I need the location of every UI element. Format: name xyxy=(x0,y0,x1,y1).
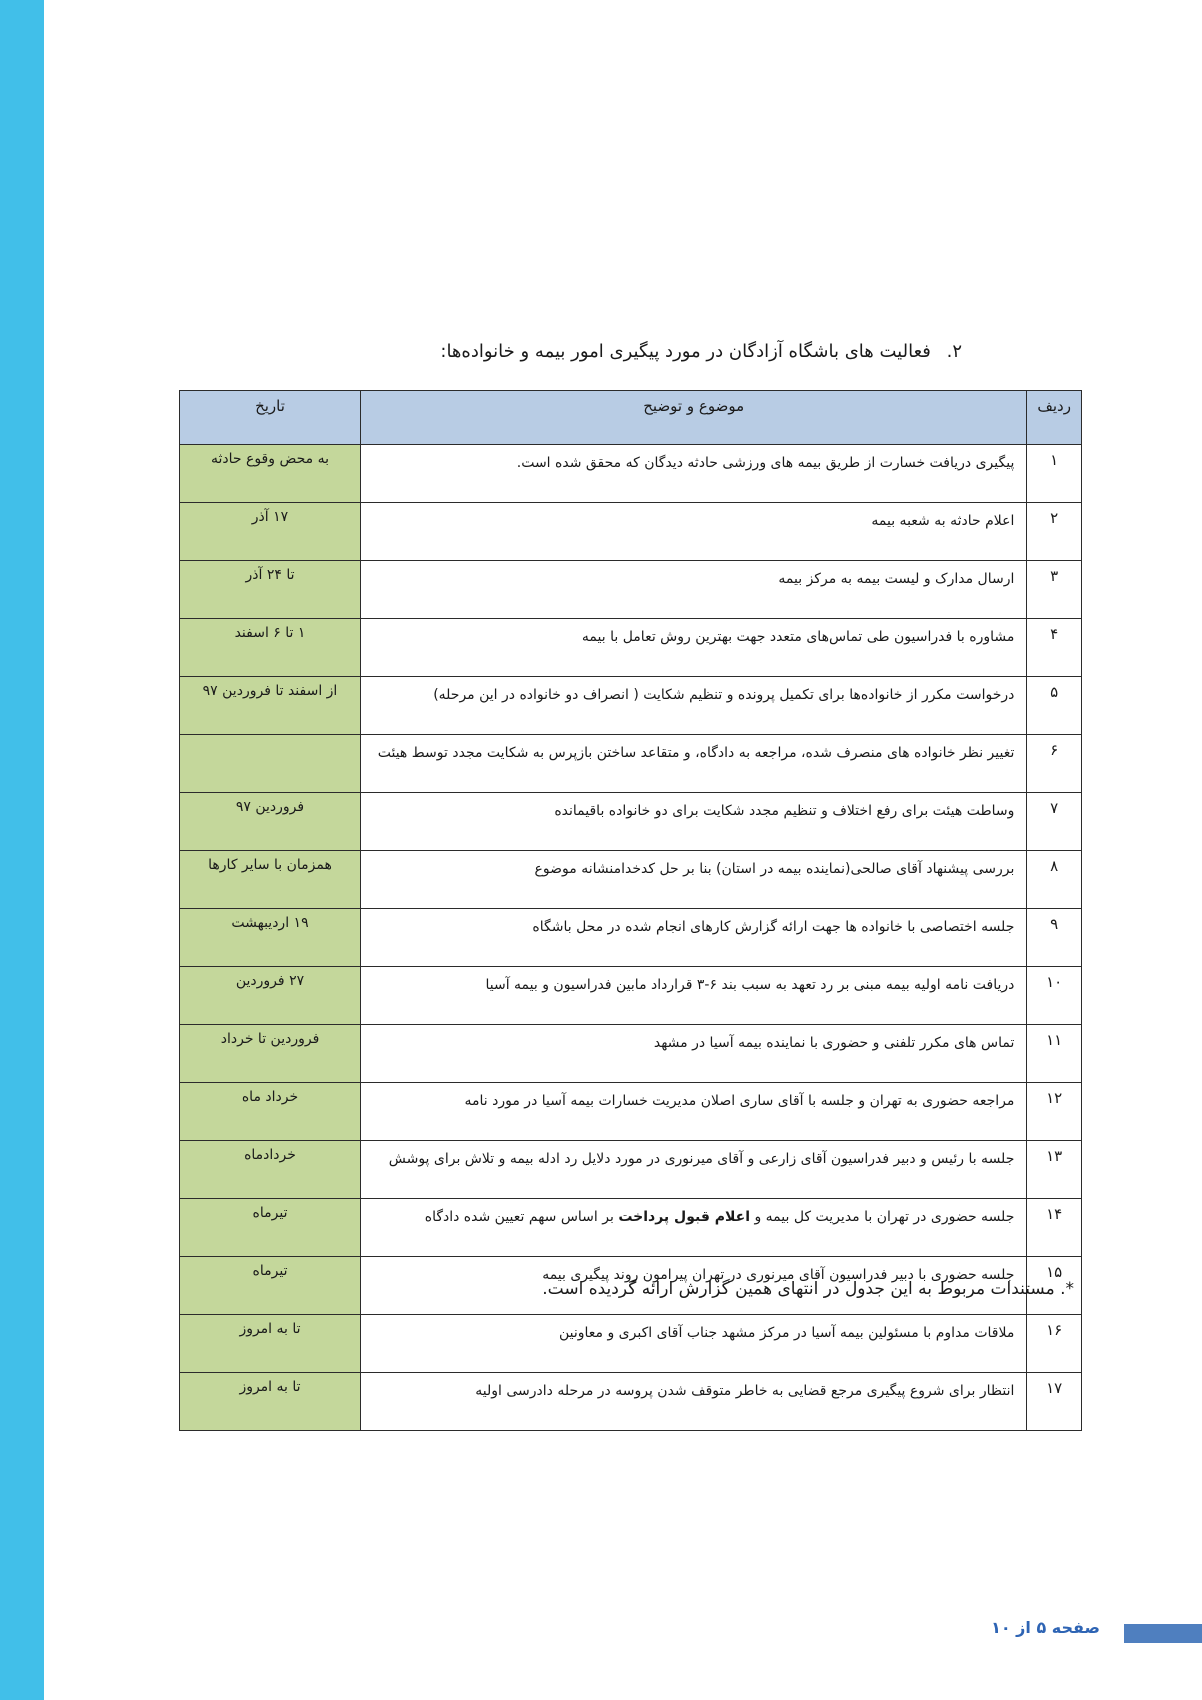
row-date: تا به امروز xyxy=(180,1315,361,1373)
row-description: انتظار برای شروع پیگیری مرجع قضایی به خاطر متوقف شدن پروسه در مرحله دادرسی اولیه xyxy=(361,1373,1027,1431)
table-row xyxy=(180,851,1082,909)
row-date: تیرماه xyxy=(180,1199,361,1257)
row-description: جلسه حضوری با دبیر فدراسیون آقای میرنوری در تهران پیرامون روند پیگیری بیمه xyxy=(361,1257,1027,1315)
table-row xyxy=(180,909,1082,967)
row-description-emphasis: اعلام قبول پرداخت xyxy=(618,1209,750,1225)
row-description: جلسه با رئیس و دبیر فدراسیون آقای زارعی و آقای میرنوری در مورد دلایل رد ادله بیمه و تلاش برای پوشش xyxy=(361,1141,1027,1199)
row-description: جلسه اختصاصی با خانواده ها جهت ارائه گزارش کارهای انجام شده در محل باشگاه xyxy=(361,909,1027,967)
footnote: *. مستندات مربوط به این جدول در انتهای همین گزارش ارائه گردیده است. xyxy=(542,1279,1074,1299)
row-description: وساطت هیئت برای رفع اختلاف و تنظیم مجدد شکایت برای دو خانواده باقیمانده xyxy=(361,793,1027,851)
table-row xyxy=(180,735,1082,793)
row-number: ۲ xyxy=(1027,503,1082,561)
row-description: تماس های مکرر تلفنی و حضوری با نماینده بیمه آسیا در مشهد xyxy=(361,1025,1027,1083)
row-date: ۱ تا ۶ اسفند xyxy=(180,619,361,677)
section-number: ۲. xyxy=(946,341,962,362)
row-number: ۳ xyxy=(1027,561,1082,619)
row-description: مراجعه حضوری به تهران و جلسه با آقای ساری اصلان مدیریت خسارات بیمه آسیا در مورد نامه xyxy=(361,1083,1027,1141)
row-date: تیرماه xyxy=(180,1257,361,1315)
table-row xyxy=(180,445,1082,503)
row-date: ۱۷ آذر xyxy=(180,503,361,561)
row-number: ۵ xyxy=(1027,677,1082,735)
header-date: تاریخ xyxy=(180,391,361,445)
row-number: ۱۰ xyxy=(1027,967,1082,1025)
activities-table xyxy=(179,390,1082,1431)
row-date: ۱۹ اردیبهشت xyxy=(180,909,361,967)
table-row xyxy=(180,503,1082,561)
row-number: ۱۶ xyxy=(1027,1315,1082,1373)
row-number: ۱۲ xyxy=(1027,1083,1082,1141)
table-row xyxy=(180,1083,1082,1141)
row-date xyxy=(180,735,361,793)
row-number: ۷ xyxy=(1027,793,1082,851)
row-date: خرداد ماه xyxy=(180,1083,361,1141)
row-description: دریافت نامه اولیه بیمه مبنی بر رد تعهد به سبب بند ۶-۳ قرارداد مابین فدراسیون و بیمه آسیا xyxy=(361,967,1027,1025)
row-number: ۱ xyxy=(1027,445,1082,503)
section-title: فعالیت های باشگاه آزادگان در مورد پیگیری امور بیمه و خانواده‌ها: xyxy=(440,341,931,362)
row-description: اعلام حادثه به شعبه بیمه xyxy=(361,503,1027,561)
row-description: پیگیری دریافت خسارت از طریق بیمه های ورزشی حادثه دیدگان که محقق شده است. xyxy=(361,445,1027,503)
row-date: خردادماه xyxy=(180,1141,361,1199)
page-number: صفحه ۵ از ۱۰ xyxy=(991,1618,1100,1637)
row-description xyxy=(361,1199,1027,1257)
table-row xyxy=(180,1025,1082,1083)
table-row xyxy=(180,1141,1082,1199)
table-row xyxy=(180,561,1082,619)
row-number: ۱۷ xyxy=(1027,1373,1082,1431)
table-row xyxy=(180,1315,1082,1373)
row-number: ۶ xyxy=(1027,735,1082,793)
table-row xyxy=(180,967,1082,1025)
row-description-part: جلسه حضوری در تهران با مدیریت کل بیمه و xyxy=(750,1209,1015,1225)
section-heading xyxy=(262,338,962,366)
row-description: درخواست مکرر از خانواده‌ها برای تکمیل پرونده و تنظیم شکایت ( انصراف دو خانواده در این مرحله) xyxy=(361,677,1027,735)
row-number: ۱۴ xyxy=(1027,1199,1082,1257)
row-number: ۱۱ xyxy=(1027,1025,1082,1083)
row-number: ۸ xyxy=(1027,851,1082,909)
row-date: فروردین تا خرداد xyxy=(180,1025,361,1083)
row-date: تا به امروز xyxy=(180,1373,361,1431)
row-number: ۹ xyxy=(1027,909,1082,967)
row-date: ۲۷ فروردین xyxy=(180,967,361,1025)
row-date: از اسفند تا فروردین ۹۷ xyxy=(180,677,361,735)
row-number: ۱۳ xyxy=(1027,1141,1082,1199)
row-date: به محض وقوع حادثه xyxy=(180,445,361,503)
table-row xyxy=(180,793,1082,851)
row-date: تا ۲۴ آذر xyxy=(180,561,361,619)
row-number: ۱۵ xyxy=(1027,1257,1082,1315)
header-description: موضوع و توضیح xyxy=(361,391,1027,445)
side-accent-bar xyxy=(0,0,44,1700)
row-description: تغییر نظر خانواده های منصرف شده، مراجعه به دادگاه، و متقاعد ساختن بازپرس به شکایت مجدد توسط هیئت xyxy=(361,735,1027,793)
table-row xyxy=(180,677,1082,735)
row-description: ملاقات مداوم با مسئولین بیمه آسیا در مرکز مشهد جناب آقای اکبری و معاونین xyxy=(361,1315,1027,1373)
row-date: همزمان با سایر کارها xyxy=(180,851,361,909)
footer-accent-bar xyxy=(1124,1624,1202,1643)
row-description: ارسال مدارک و لیست بیمه به مرکز بیمه xyxy=(361,561,1027,619)
row-date: فروردین ۹۷ xyxy=(180,793,361,851)
header-row-number: ردیف xyxy=(1027,391,1082,445)
table-row xyxy=(180,619,1082,677)
table-header-row xyxy=(180,391,1082,445)
row-description: بررسی پیشنهاد آقای صالحی(نماینده بیمه در استان) بنا بر حل کدخدامنشانه موضوع xyxy=(361,851,1027,909)
row-number: ۴ xyxy=(1027,619,1082,677)
row-description-part: بر اساس سهم تعیین شده دادگاه xyxy=(424,1209,619,1225)
table-row xyxy=(180,1199,1082,1257)
table-row xyxy=(180,1373,1082,1431)
row-description: مشاوره با فدراسیون طی تماس‌های متعدد جهت بهترین روش تعامل با بیمه xyxy=(361,619,1027,677)
